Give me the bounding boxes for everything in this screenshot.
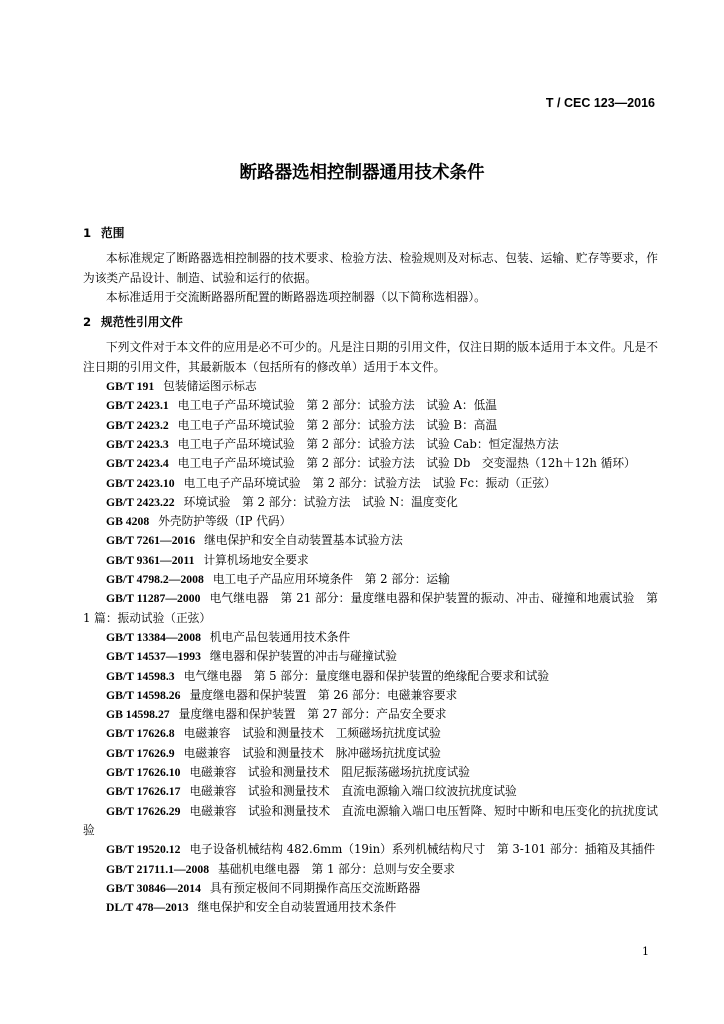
reference-title: 计算机场地安全要求 <box>203 552 309 567</box>
reference-item <box>83 782 658 801</box>
reference-item <box>83 879 658 898</box>
reference-item <box>83 512 658 531</box>
reference-item <box>83 898 658 917</box>
reference-code: GB/T 4798.2—2008 <box>106 573 204 587</box>
reference-item <box>83 840 658 859</box>
reference-title: 电磁兼容 试验和测量技术 直流电源输入端口纹波抗扰度试验 <box>189 784 517 799</box>
scope-paragraph: 本标准规定了断路器选相控制器的技术要求、检验方法、检验规则及对标志、包装、运输、贮存等要求，作为该类产品设计、制造、试验和运行的依据。 <box>83 251 658 285</box>
reference-title: 量度继电器和保护装置 第 27 部分：产品安全要求 <box>178 707 447 722</box>
reference-code: GB/T 14537—1993 <box>106 650 201 664</box>
reference-code: DL/T 478—2013 <box>106 901 189 915</box>
reference-code: GB/T 30846—2014 <box>106 881 201 895</box>
reference-title: 电子设备机械结构 482.6mm（19in）系列机械结构尺寸 第 3-101 部分：插箱及其插件 <box>189 842 656 857</box>
section-title: 范围 <box>101 226 125 240</box>
reference-code: GB/T 14598.26 <box>106 688 181 702</box>
reference-item <box>83 551 658 570</box>
reference-code: GB/T 17626.10 <box>106 766 181 780</box>
page-number: 1 <box>642 945 649 958</box>
reference-code: GB/T 19520.12 <box>106 843 181 857</box>
reference-title: 电气继电器 第 5 部分：量度继电器和保护装置的绝缘配合要求和试验 <box>183 668 550 683</box>
section-title: 规范性引用文件 <box>101 315 183 330</box>
reference-item <box>83 628 658 647</box>
reference-title: 电工电子产品环境试验 第 2 部分：试验方法 试验 Cab：恒定湿热方法 <box>177 436 559 451</box>
reference-code: GB/T 13384—2008 <box>106 630 201 644</box>
reference-item <box>83 416 658 435</box>
reference-list <box>83 377 658 917</box>
section-number: 2 <box>83 315 92 330</box>
reference-item <box>83 493 658 512</box>
reference-title: 电磁兼容 试验和测量技术 脉冲磁场抗扰度试验 <box>183 745 441 760</box>
reference-item <box>83 435 658 454</box>
reference-code: GB 4208 <box>106 515 150 529</box>
reference-item <box>83 705 658 724</box>
reference-title: 电工电子产品环境试验 第 2 部分：试验方法 试验 A：低温 <box>177 398 497 413</box>
reference-item <box>83 531 658 550</box>
reference-code: GB/T 11287—2000 <box>106 592 201 606</box>
reference-code: GB 14598.27 <box>106 708 170 722</box>
reference-title: 电磁兼容 试验和测量技术 工频磁场抗扰度试验 <box>183 726 441 741</box>
reference-item <box>83 377 658 396</box>
reference-item <box>83 454 658 473</box>
reference-code: GB/T 17626.9 <box>106 746 175 760</box>
reference-item <box>83 474 658 493</box>
reference-code: GB/T 2423.4 <box>106 457 169 471</box>
reference-item <box>83 667 658 686</box>
section-heading-scope <box>83 224 658 243</box>
reference-item <box>83 724 658 743</box>
reference-item <box>83 589 658 628</box>
reference-item <box>83 763 658 782</box>
reference-title: 继电保护和安全自动装置基本试验方法 <box>204 533 403 548</box>
reference-code: GB/T 2423.3 <box>106 437 169 451</box>
reference-item <box>83 686 658 705</box>
section-heading-normative-references <box>83 313 658 332</box>
reference-title: 电气继电器 第 21 部分：量度继电器和保护装置的振动、冲击、碰撞和地震试验 第 1 篇：振动试验（正弦） <box>83 591 658 625</box>
reference-item <box>83 802 658 841</box>
reference-title: 电工电子产品环境试验 第 2 部分：试验方法 试验 Fc：振动（正弦） <box>183 475 556 490</box>
reference-title: 电工电子产品应用环境条件 第 2 部分：运输 <box>212 572 450 587</box>
reference-item <box>83 860 658 879</box>
reference-code: GB/T 2423.10 <box>106 476 175 490</box>
reference-code: GB/T 7261—2016 <box>106 534 196 548</box>
section-number: 1 <box>83 226 92 240</box>
reference-title: 继电保护和安全自动装置通用技术条件 <box>197 900 397 915</box>
document-body <box>83 224 658 917</box>
reference-title: 外壳防护等级（IP 代码） <box>158 514 292 529</box>
reference-code: GB/T 17626.8 <box>106 727 175 741</box>
references-intro: 下列文件对于本文件的应用是必不可少的。凡是注日期的引用文件，仅注日期的版本适用于本文件。凡是不注日期的引用文件，其最新版本（包括所有的修改单）适用于本文件。 <box>83 340 658 374</box>
reference-title: 电工电子产品环境试验 第 2 部分：试验方法 试验 Db 交变湿热（12h＋12h 循环） <box>177 456 636 471</box>
scope-paragraph: 本标准适用于交流断路器所配置的断路器选项控制器（以下简称选相器）。 <box>106 289 486 304</box>
reference-code: GB/T 17626.29 <box>106 804 181 818</box>
reference-title: 继电器和保护装置的冲击与碰撞试验 <box>209 649 397 664</box>
reference-code: GB/T 9361—2011 <box>106 553 195 567</box>
reference-code: GB/T 14598.3 <box>106 669 175 683</box>
reference-code: GB/T 21711.1—2008 <box>106 862 210 876</box>
reference-title: 基础机电继电器 第 1 部分：总则与安全要求 <box>218 861 455 876</box>
reference-item <box>83 744 658 763</box>
reference-title: 电磁兼容 试验和测量技术 阻尼振荡磁场抗扰度试验 <box>189 765 470 780</box>
reference-title: 电磁兼容 试验和测量技术 直流电源输入端口电压暂降、短时中断和电压变化的抗扰度试验 <box>83 803 658 837</box>
reference-item <box>83 570 658 589</box>
standard-code: T / CEC 123—2016 <box>545 96 655 110</box>
reference-title: 环境试验 第 2 部分：试验方法 试验 N：温度变化 <box>183 494 458 509</box>
reference-title: 量度继电器和保护装置 第 26 部分：电磁兼容要求 <box>189 687 458 702</box>
reference-item <box>83 647 658 666</box>
reference-title: 电工电子产品环境试验 第 2 部分：试验方法 试验 B：高温 <box>177 417 498 432</box>
reference-title: 具有预定极间不同期操作高压交流断路器 <box>209 880 421 895</box>
reference-code: GB/T 2423.22 <box>106 495 175 509</box>
reference-code: GB/T 17626.17 <box>106 785 181 799</box>
reference-title: 包装储运图示标志 <box>163 379 257 394</box>
reference-code: GB/T 2423.2 <box>106 418 169 432</box>
reference-code: GB/T 191 <box>106 380 155 394</box>
reference-code: GB/T 2423.1 <box>106 399 169 413</box>
document-title: 断路器选相控制器通用技术条件 <box>239 163 485 183</box>
reference-title: 机电产品包装通用技术条件 <box>209 629 351 644</box>
reference-item <box>83 396 658 415</box>
